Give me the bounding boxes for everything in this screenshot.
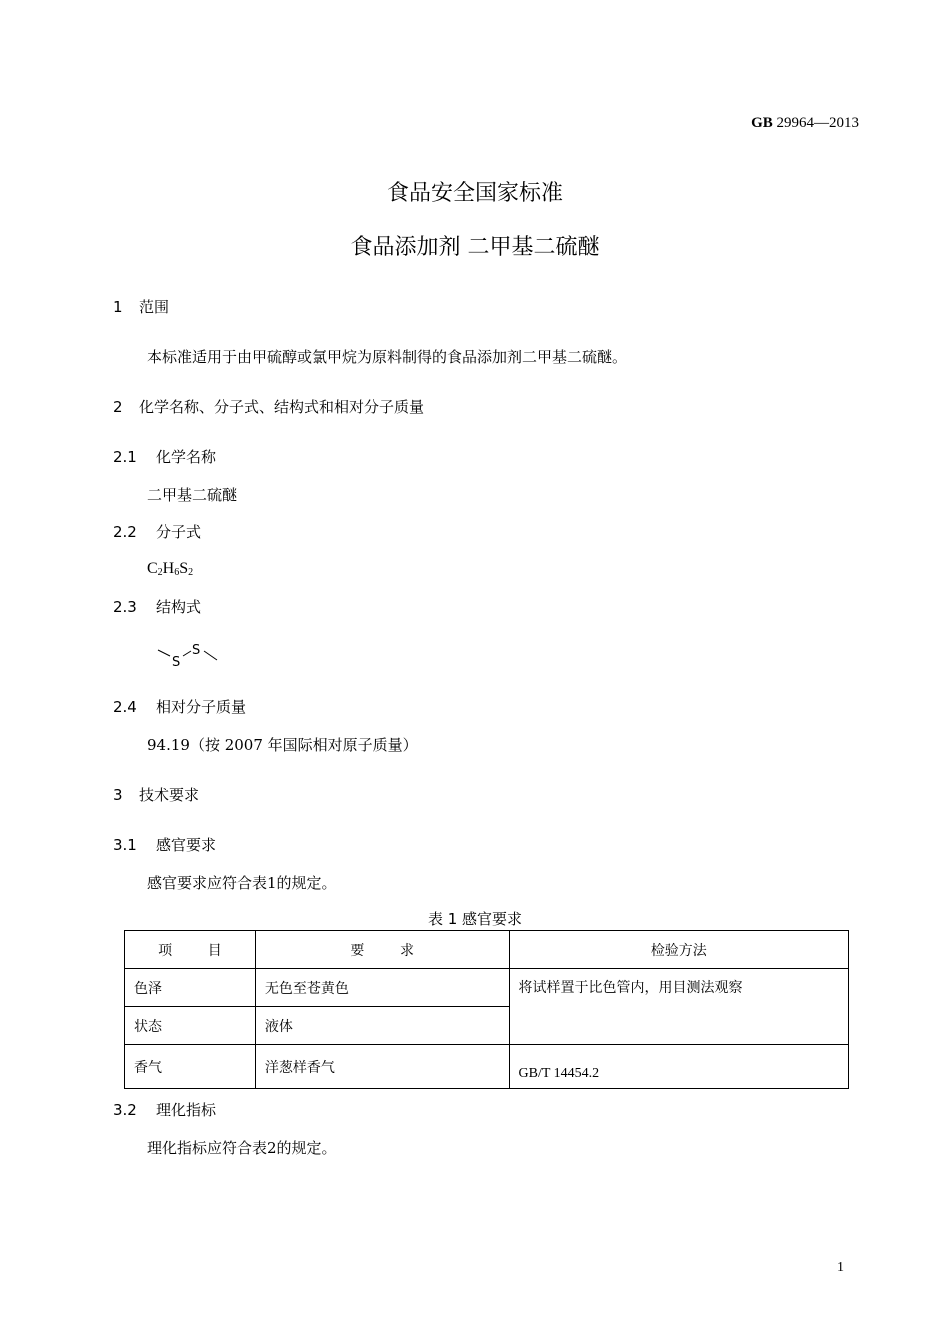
section-3-2-heading: 3.2 理化指标	[113, 1101, 217, 1119]
section-3-2-text: 理化指标应符合表2的规定。	[147, 1139, 337, 1157]
section-1-heading: 1 范围	[113, 298, 170, 316]
row-aroma-item: 香气	[125, 1045, 256, 1089]
molecular-formula: $C_2H_6S_2$	[147, 560, 194, 578]
section-3-1-text: 感官要求应符合表1的规定。	[147, 874, 337, 892]
table-row	[125, 969, 849, 1007]
header-method: 检验方法	[509, 931, 848, 969]
section-3-1-heading: 3.1 感官要求	[113, 836, 217, 854]
row-aroma-method: GB/T 14454.2	[509, 1045, 848, 1089]
header-requirement: 要 求	[255, 931, 509, 969]
document-subtitle: 食品添加剂 二甲基二硫醚	[350, 235, 600, 260]
visual-method: 将试样置于比色管内，用目测法观察	[509, 969, 848, 1045]
sulfur-atom-1: S	[172, 655, 181, 670]
chemical-name: 二甲基二硫醚	[147, 486, 238, 504]
table-header-row	[125, 931, 849, 969]
section-1-text: 本标准适用于由甲硫醇或氯甲烷为原料制得的食品添加剂二甲基二硫醚。	[147, 348, 628, 366]
standard-number: GB 29964—2013	[751, 115, 859, 131]
row-color-item: 色泽	[125, 969, 256, 1007]
table-row	[125, 1045, 849, 1089]
section-2-4-heading: 2.4 相对分子质量	[113, 698, 247, 716]
section-2-3-heading: 2.3 结构式	[113, 598, 202, 616]
header-item: 项 目	[125, 931, 256, 969]
table-1-caption: 表 1 感官要求	[427, 910, 523, 928]
row-state-requirement: 液体	[255, 1007, 509, 1045]
document-title: 食品安全国家标准	[386, 181, 563, 206]
section-3-heading: 3 技术要求	[113, 786, 200, 804]
molecular-mass: 94.19（按 2007 年国际相对原子质量）	[147, 736, 418, 754]
sulfur-atom-2: S	[192, 643, 201, 658]
sensory-requirements-table	[124, 930, 849, 1089]
section-2-heading: 2 化学名称、分子式、结构式和相对分子质量	[113, 398, 425, 416]
row-aroma-requirement: 洋葱样香气	[255, 1045, 509, 1089]
structural-formula	[150, 636, 230, 676]
section-2-2-heading: 2.2 分子式	[113, 523, 202, 541]
page-number: 1	[837, 1260, 844, 1275]
section-2-1-heading: 2.1 化学名称	[113, 448, 217, 466]
row-state-item: 状态	[125, 1007, 256, 1045]
row-color-requirement: 无色至苍黄色	[255, 969, 509, 1007]
